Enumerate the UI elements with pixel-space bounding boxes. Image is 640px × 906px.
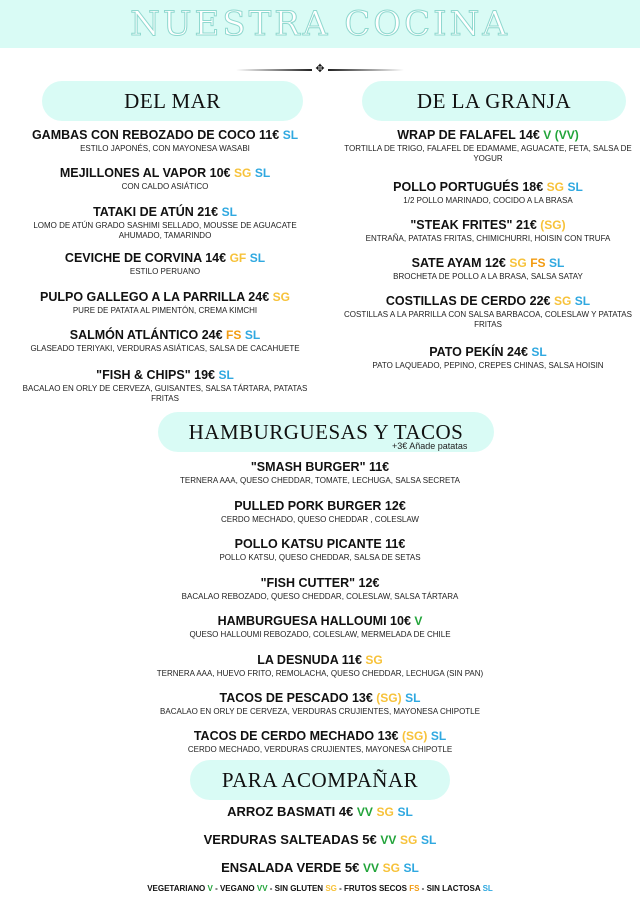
diet-tag-sg: SG (233, 166, 252, 180)
menu-item-name (20, 328, 310, 342)
legend-code-sl: SL (482, 884, 493, 893)
menu-item-title: GAMBAS CON REBOZADO DE COCO 11€ (31, 128, 280, 142)
menu-item-name (338, 294, 638, 308)
menu-item-title: VERDURAS SALTEADAS 5€ (203, 832, 377, 847)
diet-tag-sl: SL (531, 345, 547, 359)
diet-tag-v: V (543, 128, 552, 142)
menu-item (20, 328, 310, 354)
menu-item (338, 345, 638, 371)
menu-item-name (110, 576, 530, 590)
menu-item (110, 691, 530, 717)
diet-tag-sl: SL (421, 833, 437, 847)
diet-tag-sl: SL (249, 251, 266, 265)
menu-item-description: CERDO MECHADO, VERDURAS CRUJIENTES, MAYONESA CHIPOTLE (187, 745, 453, 754)
menu-item (20, 368, 310, 404)
legend-label: SIN GLUTEN (274, 884, 324, 893)
menu-item (338, 218, 638, 244)
menu-item-description: PURE DE PATATA AL PIMENTÓN, CREMA KIMCHI (72, 306, 258, 315)
menu-item-title: "FISH & CHIPS" 19€ (96, 368, 215, 382)
ornament-icon: ✥ (315, 62, 325, 75)
diet-tag-sl: SL (574, 294, 591, 308)
legend-label: VEGANO (219, 884, 255, 893)
menu-item-description: COSTILLAS A LA PARRILLA CON SALSA BARBACOA, COLESLAW Y PATATAS FRITAS (344, 310, 632, 329)
legend-label: FRUTOS SECOS (344, 884, 407, 893)
menu-item-name (338, 345, 638, 359)
menu-item-name (110, 729, 530, 743)
allergen-legend: VEGETARIANO V - VEGANO VV - SIN GLUTEN SG - FRUTOS SECOS FS - SIN LACTOSA SL (147, 884, 493, 893)
diet-tag-sg: (SG) (376, 691, 402, 705)
menu-item-title: PATO PEKÍN 24€ (429, 345, 528, 359)
menu-item-name (20, 368, 310, 382)
menu-item (110, 614, 530, 640)
menu-item-description: BACALAO REBOZADO, QUESO CHEDDAR, COLESLAW, SALSA TÁRTARA (181, 592, 459, 601)
menu-item-title: SATE AYAM 12€ (411, 256, 506, 270)
diet-tag-sg: SG (400, 833, 418, 847)
menu-item (338, 256, 638, 282)
menu-item-description: TERNERA AAA, HUEVO FRITO, REMOLACHA, QUESO CHEDDAR, LECHUGA (SIN PAN) (156, 669, 484, 678)
menu-item (20, 290, 310, 316)
ornamental-divider (236, 62, 404, 75)
legend-code-fs: FS (409, 884, 420, 893)
diet-tag-sg: SG (365, 653, 383, 667)
menu-item (338, 128, 638, 164)
diet-tag-sl: SL (430, 729, 447, 743)
section-title-de-la-granja: DE LA GRANJA (362, 81, 626, 121)
menu-item-description: LOMO DE ATÚN GRADO SASHIMI SELLADO, MOUSSE DE AGUACATE AHUMADO, TAMARINDO (33, 221, 297, 240)
menu-item-title: SALMÓN ATLÁNTICO 24€ (69, 328, 223, 342)
menu-item-title: TACOS DE PESCADO 13€ (219, 691, 373, 705)
diet-tag-vv: VV (380, 833, 397, 847)
menu-item-title: TATAKI DE ATÚN 21€ (93, 205, 219, 219)
diet-tag-sl: SL (218, 368, 234, 382)
diet-tag-sl: SL (567, 180, 583, 194)
menu-item-name (110, 804, 530, 819)
menu-item (20, 251, 310, 277)
menu-item (20, 128, 310, 154)
menu-item (338, 294, 638, 330)
menu-item-name (110, 691, 530, 705)
menu-item-title: MEJILLONES AL VAPOR 10€ (59, 166, 231, 180)
diet-tag-sg: SG (546, 180, 565, 194)
menu-item-description: BACALAO EN ORLY DE CERVEZA, GUISANTES, SALSA TÁRTARA, PATATAS FRITAS (22, 384, 308, 403)
menu-item (20, 205, 310, 241)
menu-item (338, 180, 638, 206)
diet-tag-sl: SL (244, 328, 261, 342)
diet-tag-sl: SL (221, 205, 237, 219)
menu-item-title: WRAP DE FALAFEL 14€ (397, 128, 540, 142)
menu-item (110, 499, 530, 525)
menu-item-description: POLLO KATSU, QUESO CHEDDAR, SALSA DE SETAS (219, 553, 421, 562)
menu-item-description: GLASEADO TERIYAKI, VERDURAS ASIÁTICAS, SALSA DE CACAHUETE (30, 344, 300, 353)
menu-item (110, 832, 530, 847)
menu-item-description: 1/2 POLLO MARINADO, COCIDO A LA BRASA (403, 196, 573, 205)
menu-item-description: ENTRAÑA, PATATAS FRITAS, CHIMICHURRI, HOISIN CON TRUFA (365, 234, 611, 243)
menu-item-name (110, 499, 530, 513)
menu-item-title: CEVICHE DE CORVINA 14€ (64, 251, 227, 265)
menu-item (110, 860, 530, 875)
menu-item-title: COSTILLAS DE CERDO 22€ (385, 294, 551, 308)
menu-item-description: BACALAO EN ORLY DE CERVEZA, VERDURAS CRUJIENTES, MAYONESA CHIPOTLE (160, 707, 480, 716)
legend-code-vv: VV (256, 884, 268, 893)
menu-item-description: ESTILO PERUANO (129, 267, 201, 276)
menu-item-description: TORTILLA DE TRIGO, FALAFEL DE EDAMAME, AGUACATE, FETA, SALSA DE YOGUR (344, 144, 632, 163)
menu-item-description: CERDO MECHADO, QUESO CHEDDAR , COLESLAW (221, 515, 419, 524)
divider-line-left (236, 69, 312, 71)
section-title-hamburguesas-y-tacos: HAMBURGUESAS Y TACOS (158, 412, 494, 452)
diet-tag-fs: FS (530, 256, 546, 270)
menu-item-title: ENSALADA VERDE 5€ (221, 860, 360, 875)
menu-item-name (20, 290, 310, 304)
diet-tag-sg: SG (553, 294, 572, 308)
menu-item-description: TERNERA AAA, QUESO CHEDDAR, TOMATE, LECHUGA, SALSA SECRETA (180, 476, 460, 485)
menu-item-title: HAMBURGUESA HALLOUMI 10€ (217, 614, 411, 628)
diet-tag-vv: VV (356, 805, 373, 819)
menu-item-name (338, 256, 638, 270)
diet-tag-sl: SL (403, 861, 419, 875)
menu-item-description: CON CALDO ASIÁTICO (121, 182, 209, 191)
diet-tag-sl: SL (549, 256, 565, 270)
legend-code-v: V (207, 884, 213, 893)
menu-item (110, 537, 530, 563)
menu-item (110, 576, 530, 602)
menu-item-name (20, 128, 310, 142)
menu-item-description: BROCHETA DE POLLO A LA BRASA, SALSA SATAY (393, 272, 583, 281)
addon-note: +3€ Añade patatas (392, 441, 468, 451)
diet-tag-gf: GF (229, 251, 247, 265)
menu-item-name (110, 860, 530, 875)
diet-tag-sg: SG (382, 861, 400, 875)
section-title-del-mar: DEL MAR (42, 81, 303, 121)
diet-tag-vv: VV (362, 861, 379, 875)
menu-item-name (338, 180, 638, 194)
menu-item-name (110, 460, 530, 474)
menu-item-title: TACOS DE CERDO MECHADO 13€ (193, 729, 399, 743)
menu-item-description: PATO LAQUEADO, PEPINO, CREPES CHINAS, SALSA HOISIN (372, 361, 604, 370)
menu-item-title: PULLED PORK BURGER 12€ (234, 499, 406, 513)
menu-item-title: LA DESNUDA 11€ (257, 653, 362, 667)
menu-item (20, 166, 310, 192)
diet-tag-sg: SG (272, 290, 290, 304)
menu-item (110, 804, 530, 819)
diet-tag-sl: SL (254, 166, 271, 180)
menu-item-name (338, 218, 638, 232)
diet-tag-v: V (414, 614, 423, 628)
menu-item-title: POLLO KATSU PICANTE 11€ (234, 537, 406, 551)
menu-item (110, 729, 530, 755)
diet-tag-sg: (SG) (540, 218, 566, 232)
diet-tag-sg: SG (376, 805, 394, 819)
legend-label: VEGETARIANO (147, 884, 206, 893)
menu-item-title: PULPO GALLEGO A LA PARRILLA 24€ (39, 290, 270, 304)
menu-item-name (338, 128, 638, 142)
menu-item-title: "FISH CUTTER" 12€ (260, 576, 380, 590)
diet-tag-sl: SL (282, 128, 299, 142)
divider-line-right (328, 69, 404, 71)
menu-item-description: ESTILO JAPONÉS, CON MAYONESA WASABI (80, 144, 250, 153)
page-title: NUESTRA COCINA (130, 4, 510, 44)
diet-tag-fs: FS (226, 328, 242, 342)
diet-tag-sg: (SG) (401, 729, 428, 743)
menu-item-title: "SMASH BURGER" 11€ (250, 460, 390, 474)
menu-item (110, 460, 530, 486)
diet-tag-sg: SG (509, 256, 527, 270)
diet-tag-vv: (VV) (554, 128, 579, 142)
diet-tag-sl: SL (405, 691, 421, 705)
menu-item-name (20, 205, 310, 219)
menu-item-name (110, 832, 530, 847)
section-title-para-acompanar: PARA ACOMPAÑAR (190, 760, 450, 800)
legend-label: SIN LACTOSA (426, 884, 481, 893)
menu-item (110, 653, 530, 679)
menu-item-name (110, 614, 530, 628)
legend-code-sg: SG (325, 884, 337, 893)
menu-item-title: "STEAK FRITES" 21€ (410, 218, 537, 232)
menu-item-title: POLLO PORTUGUÉS 18€ (393, 180, 544, 194)
menu-item-title: ARROZ BASMATI 4€ (227, 804, 354, 819)
diet-tag-sl: SL (397, 805, 413, 819)
menu-item-name (110, 537, 530, 551)
menu-item-name (110, 653, 530, 667)
menu-item-name (20, 166, 310, 180)
menu-item-name (20, 251, 310, 265)
menu-item-description: QUESO HALLOUMI REBOZADO, COLESLAW, MERMELADA DE CHILE (189, 630, 451, 639)
